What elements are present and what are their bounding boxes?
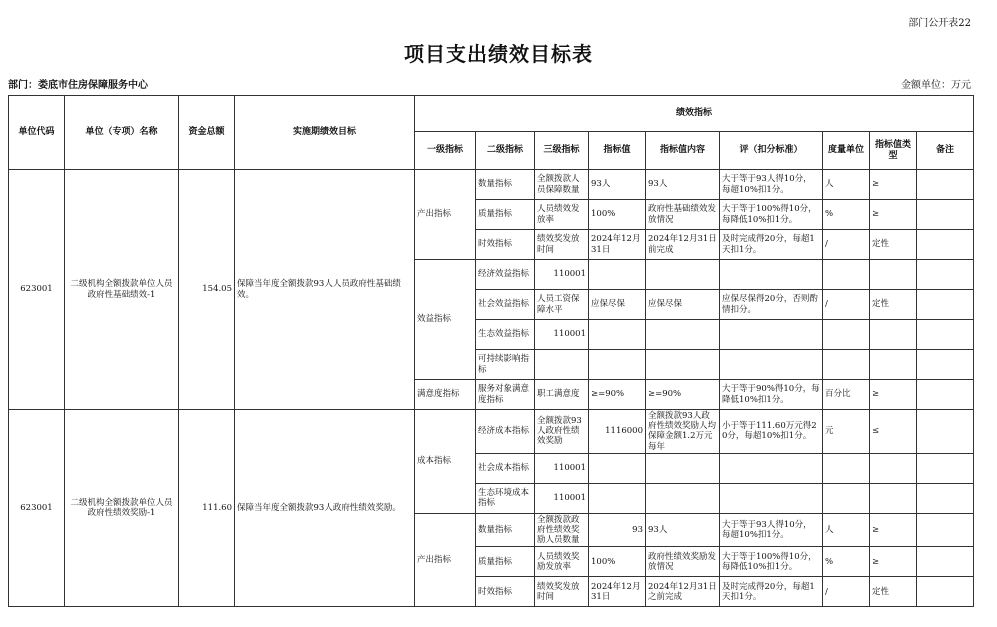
- measure-unit-cell: 人: [823, 513, 870, 547]
- scoring-standard-cell: [720, 453, 823, 483]
- remarks-cell: [917, 547, 974, 577]
- measure-unit-cell: [823, 350, 870, 380]
- header-level1: 一级指标: [415, 132, 476, 170]
- level3-indicator-cell: 绩效奖发放时间: [535, 577, 589, 607]
- value-type-cell: [870, 483, 917, 513]
- header-value: 指标值: [589, 132, 646, 170]
- value-type-cell: ≥: [870, 547, 917, 577]
- indicator-content-cell: 政府性基础绩效发放情况: [646, 200, 720, 230]
- remarks-cell: [917, 350, 974, 380]
- level3-indicator-cell: [535, 350, 589, 380]
- value-type-cell: [870, 350, 917, 380]
- level3-indicator-cell: 人员工资保障水平: [535, 290, 589, 320]
- scoring-standard-cell: [720, 350, 823, 380]
- measure-unit-cell: 人: [823, 170, 870, 200]
- total-funds-cell: 111.60: [179, 410, 235, 607]
- remarks-cell: [917, 410, 974, 454]
- level2-indicator-cell: 数量指标: [476, 513, 535, 547]
- scoring-standard-cell: 大于等于100%得10分，每降低10%扣1分。: [720, 200, 823, 230]
- value-type-cell: 定性: [870, 290, 917, 320]
- header-level3: 三级指标: [535, 132, 589, 170]
- indicator-value-cell: 100%: [589, 200, 646, 230]
- header-perf-indicators: 绩效指标: [415, 96, 974, 132]
- scoring-standard-cell: 大于等于90%得10分，每降低10%扣1分。: [720, 380, 823, 410]
- level2-indicator-cell: 社会效益指标: [476, 290, 535, 320]
- remarks-cell: [917, 260, 974, 290]
- measure-unit-cell: %: [823, 547, 870, 577]
- indicator-value-cell: 1116000: [589, 410, 646, 454]
- value-type-cell: ≥: [870, 513, 917, 547]
- header-target: 实施期绩效目标: [235, 96, 415, 170]
- remarks-cell: [917, 170, 974, 200]
- level2-indicator-cell: 时效指标: [476, 230, 535, 260]
- indicator-content-cell: [646, 260, 720, 290]
- scoring-standard-cell: 大于等于93人得10分，每超10%扣1分。: [720, 513, 823, 547]
- value-type-cell: ≥: [870, 380, 917, 410]
- remarks-cell: [917, 290, 974, 320]
- remarks-cell: [917, 230, 974, 260]
- indicator-value-cell: [589, 483, 646, 513]
- remarks-cell: [917, 453, 974, 483]
- scoring-standard-cell: 小于等于111.60万元得20分，每超10%扣1分。: [720, 410, 823, 454]
- level3-indicator-cell: 人员绩效奖励发放率: [535, 547, 589, 577]
- target-cell: 保障当年度全额拨款93人政府性绩效奖励。: [235, 410, 415, 607]
- indicator-value-cell: [589, 320, 646, 350]
- scoring-standard-cell: 及时完成得20分，每超1天扣1分。: [720, 230, 823, 260]
- measure-unit-cell: 元: [823, 410, 870, 454]
- department-label: 部门：娄底市住房保障服务中心: [8, 80, 148, 91]
- level2-indicator-cell: 社会成本指标: [476, 453, 535, 483]
- form-number: 部门公开表22: [908, 18, 971, 29]
- scoring-standard-cell: 大于等于93人得10分，每超10%扣1分。: [720, 170, 823, 200]
- performance-table: [8, 95, 974, 607]
- header-unit-name: 单位（专项）名称: [65, 96, 179, 170]
- remarks-cell: [917, 483, 974, 513]
- level2-indicator-cell: 服务对象满意度指标: [476, 380, 535, 410]
- table-row: [9, 410, 974, 454]
- header-unit-code: 单位代码: [9, 96, 65, 170]
- indicator-value-cell: 2024年12月31日: [589, 577, 646, 607]
- measure-unit-cell: [823, 483, 870, 513]
- value-type-cell: ≥: [870, 170, 917, 200]
- level2-indicator-cell: 生态环境成本指标: [476, 483, 535, 513]
- indicator-content-cell: 93人: [646, 170, 720, 200]
- level2-indicator-cell: 生态效益指标: [476, 320, 535, 350]
- header-remarks: 备注: [917, 132, 974, 170]
- value-type-cell: ≤: [870, 410, 917, 454]
- unit-name-cell: 二级机构全额拨款单位人员政府性绩效奖励-1: [65, 410, 179, 607]
- indicator-value-cell: 应保尽保: [589, 290, 646, 320]
- unit-code-cell: 623001: [9, 170, 65, 410]
- level3-indicator-cell: 110001: [535, 260, 589, 290]
- measure-unit-cell: /: [823, 230, 870, 260]
- indicator-content-cell: 应保尽保: [646, 290, 720, 320]
- indicator-content-cell: 2024年12月31日前完成: [646, 230, 720, 260]
- value-type-cell: [870, 453, 917, 483]
- indicator-content-cell: 全额拨款93人政府性绩效奖励人均保障金额1.2万元每年: [646, 410, 720, 454]
- level2-indicator-cell: 质量指标: [476, 547, 535, 577]
- remarks-cell: [917, 577, 974, 607]
- header-level2: 二级指标: [476, 132, 535, 170]
- remarks-cell: [917, 380, 974, 410]
- value-type-cell: [870, 260, 917, 290]
- header-scoring: 评（扣分标准）: [720, 132, 823, 170]
- table-row: [9, 170, 974, 200]
- value-type-cell: [870, 320, 917, 350]
- value-type-cell: 定性: [870, 230, 917, 260]
- level2-indicator-cell: 时效指标: [476, 577, 535, 607]
- page-title: 项目支出绩效目标表: [404, 42, 593, 66]
- level1-indicator-cell: 产出指标: [415, 513, 476, 607]
- header-value-type: 指标值类型: [870, 132, 917, 170]
- indicator-content-cell: [646, 483, 720, 513]
- level2-indicator-cell: 经济成本指标: [476, 410, 535, 454]
- level2-indicator-cell: 可持续影响指标: [476, 350, 535, 380]
- target-cell: 保障当年度全额拨款93人人员政府性基础绩效。: [235, 170, 415, 410]
- scoring-standard-cell: 应保尽保得20分，否则酌情扣分。: [720, 290, 823, 320]
- measure-unit-cell: %: [823, 200, 870, 230]
- measure-unit-cell: /: [823, 290, 870, 320]
- remarks-cell: [917, 513, 974, 547]
- level3-indicator-cell: 人员绩效发放率: [535, 200, 589, 230]
- remarks-cell: [917, 200, 974, 230]
- level3-indicator-cell: 110001: [535, 453, 589, 483]
- level3-indicator-cell: 全额拨款政府性绩效奖励人员数量: [535, 513, 589, 547]
- level3-indicator-cell: 110001: [535, 483, 589, 513]
- total-funds-cell: 154.05: [179, 170, 235, 410]
- indicator-content-cell: 政府性绩效奖励发放情况: [646, 547, 720, 577]
- level1-indicator-cell: 产出指标: [415, 170, 476, 260]
- indicator-value-cell: 93: [589, 513, 646, 547]
- indicator-content-cell: [646, 453, 720, 483]
- level2-indicator-cell: 质量指标: [476, 200, 535, 230]
- indicator-content-cell: [646, 320, 720, 350]
- remarks-cell: [917, 320, 974, 350]
- scoring-standard-cell: 大于等于100%得10分，每降低10%扣1分。: [720, 547, 823, 577]
- level3-indicator-cell: 全额拨款人员保障数量: [535, 170, 589, 200]
- value-type-cell: ≥: [870, 200, 917, 230]
- level3-indicator-cell: 全额拨款93人政府性绩效奖励: [535, 410, 589, 454]
- level2-indicator-cell: 经济效益指标: [476, 260, 535, 290]
- indicator-value-cell: ≥=90%: [589, 380, 646, 410]
- header-total-funds: 资金总额: [179, 96, 235, 170]
- scoring-standard-cell: [720, 320, 823, 350]
- level3-indicator-cell: 职工满意度: [535, 380, 589, 410]
- indicator-content-cell: 2024年12月31日之前完成: [646, 577, 720, 607]
- indicator-content-cell: ≥=90%: [646, 380, 720, 410]
- indicator-value-cell: [589, 260, 646, 290]
- indicator-value-cell: [589, 453, 646, 483]
- scoring-standard-cell: [720, 483, 823, 513]
- indicator-value-cell: 100%: [589, 547, 646, 577]
- scoring-standard-cell: [720, 260, 823, 290]
- header-measure-unit: 度量单位: [823, 132, 870, 170]
- measure-unit-cell: [823, 453, 870, 483]
- measure-unit-cell: 百分比: [823, 380, 870, 410]
- level3-indicator-cell: 绩效奖发放时间: [535, 230, 589, 260]
- indicator-value-cell: [589, 350, 646, 380]
- indicator-value-cell: 93人: [589, 170, 646, 200]
- measure-unit-cell: [823, 260, 870, 290]
- indicator-content-cell: 93人: [646, 513, 720, 547]
- indicator-content-cell: [646, 350, 720, 380]
- value-type-cell: 定性: [870, 577, 917, 607]
- measure-unit-cell: [823, 320, 870, 350]
- level1-indicator-cell: 成本指标: [415, 410, 476, 514]
- unit-name-cell: 二级机构全额拨款单位人员政府性基础绩效-1: [65, 170, 179, 410]
- level1-indicator-cell: 效益指标: [415, 260, 476, 380]
- amount-unit-label: 金额单位：万元: [901, 80, 971, 91]
- level2-indicator-cell: 数量指标: [476, 170, 535, 200]
- header-content: 指标值内容: [646, 132, 720, 170]
- scoring-standard-cell: 及时完成得20分，每超1天扣1分。: [720, 577, 823, 607]
- unit-code-cell: 623001: [9, 410, 65, 607]
- level3-indicator-cell: 110001: [535, 320, 589, 350]
- measure-unit-cell: /: [823, 577, 870, 607]
- level1-indicator-cell: 满意度指标: [415, 380, 476, 410]
- indicator-value-cell: 2024年12月31日: [589, 230, 646, 260]
